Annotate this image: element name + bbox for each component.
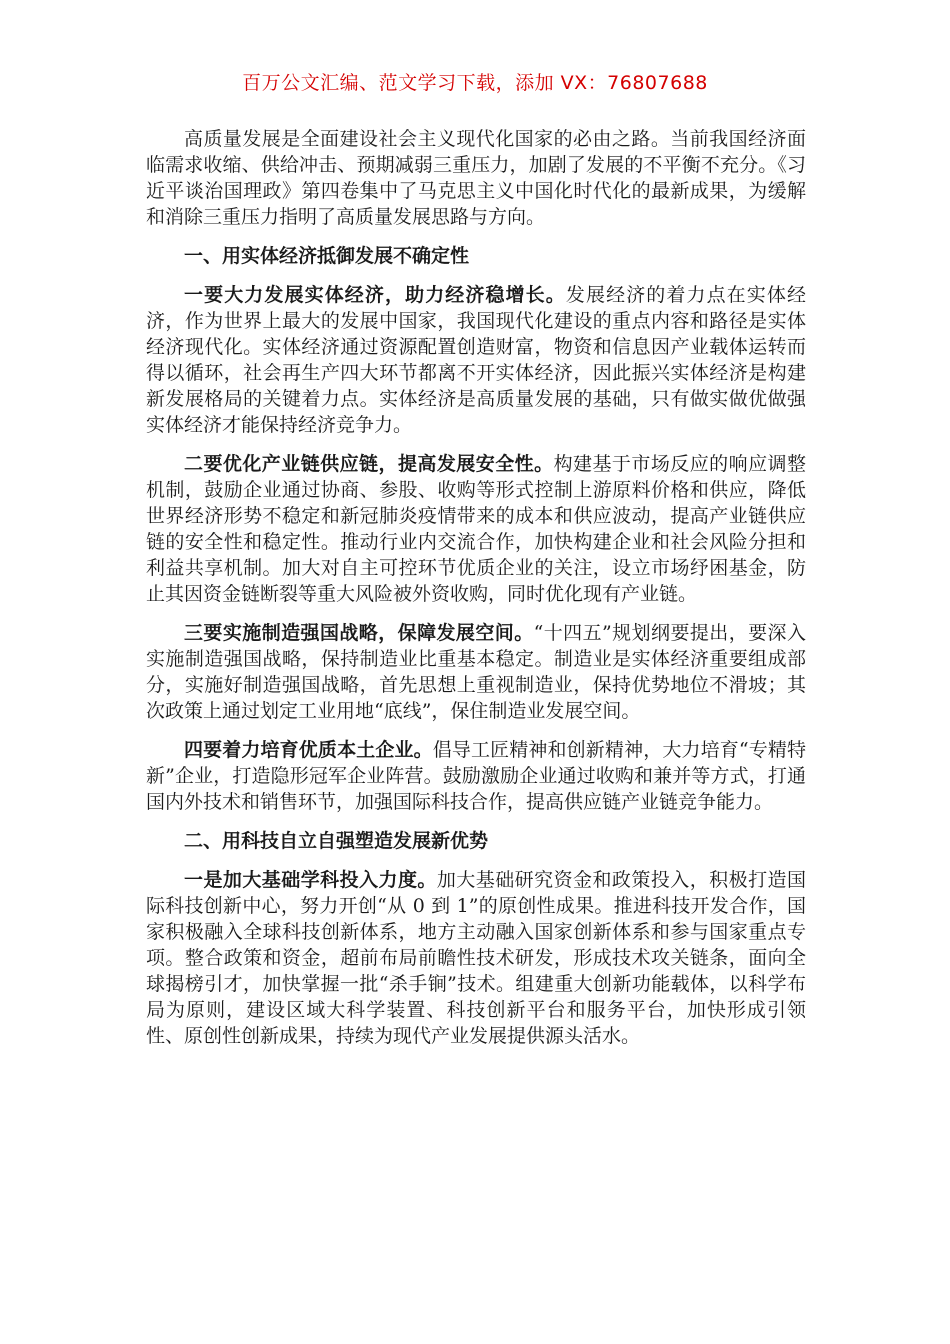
paragraph-body: 倡导工匠精神和创新精神，大力培育“专精特新”企业，打造隐形冠军企业阵营。鼓励激励企业通过收购和兼并等方式，打通国内外技术和销售环节，加强国际科技合作，提高供应链产业链竞争能力。 xyxy=(146,739,806,813)
intro-paragraph: 高质量发展是全面建设社会主义现代化国家的必由之路。当前我国经济面临需求收缩、供给冲击、预期减弱三重压力，加剧了发展的不平衡不充分。《习近平谈治国理政》第四卷集中了马克思主义中国化时代化的最新成果，为缓解和消除三重压力指明了高质量发展思路与方向。 xyxy=(146,128,806,228)
paragraph-lead: 一要大力发展实体经济，助力经济稳增长。 xyxy=(184,284,566,306)
paragraph xyxy=(146,451,806,607)
paragraph xyxy=(146,620,806,724)
document-body xyxy=(146,126,806,1062)
section-heading-1: 一、用实体经济抵御发展不确定性 xyxy=(184,245,470,267)
paragraph-body: 发展经济的着力点在实体经济，作为世界上最大的发展中国家，我国现代化建设的重点内容和路径是实体经济现代化。实体经济通过资源配置创造财富，物资和信息因产业载体运转而得以循环，社会再生产四大环节都离不开实体经济，因此振兴实体经济是构建新发展格局的关键着力点。实体经济是高质量发展的基础，只有做实做优做强实体经济才能保持经济竞争力。 xyxy=(146,284,806,436)
paragraph-body: “十四五”规划纲要提出，要深入实施制造强国战略，保持制造业比重基本稳定。制造业是实体经济重要组成部分，实施好制造强国战略，首先思想上重视制造业，保持优势地位不滑坡；其次政策上通过划定工业用地“底线”，保住制造业发展空间。 xyxy=(146,622,806,722)
paragraph-body: 加大基础研究资金和政策投入，积极打造国际科技创新中心，努力开创“从 0 到 1”的原创性成果。推进科技开发合作，国家积极融入全球科技创新体系，地方主动融入国家创新体系和参与国家重点专项。整合政策和资金，超前布局前瞻性技术研发，形成技术攻关链条，面向全球揭榜引才，加快掌握一批“杀手锏”技术。组建重大创新功能载体，以科学布局为原则，建设区域大科学装置、科技创新平台和服务平台，加快形成引领性、原创性创新成果，持续为现代产业发展提供源头活水。 xyxy=(146,869,806,1047)
paragraph-lead: 一是加大基础学科投入力度。 xyxy=(184,869,437,891)
paragraph-body: 构建基于市场反应的响应调整机制，鼓励企业通过协商、参股、收购等形式控制上游原料价格和供应，降低世界经济形势不稳定和新冠肺炎疫情带来的成本和供应波动，提高产业链供应链的安全性和稳定性。推动行业内交流合作，加快构建企业和社会风险分担和利益共享机制。加大对自主可控环节优质企业的关注，设立市场纾困基金，防止其因资金链断裂等重大风险被外资收购，同时优化现有产业链。 xyxy=(146,453,806,605)
paragraph-lead: 二要优化产业链供应链，提高发展安全性。 xyxy=(184,453,554,475)
paragraph-lead: 四要着力培育优质本土企业。 xyxy=(184,739,433,761)
paragraph xyxy=(146,867,806,1049)
paragraph xyxy=(146,737,806,815)
page-header-watermark: 百万公文汇编、范文学习下载，添加 VX：76807688 xyxy=(242,72,708,94)
paragraph xyxy=(146,282,806,438)
section-heading-2: 二、用科技自立自强塑造发展新优势 xyxy=(184,830,489,852)
paragraph-lead: 三要实施制造强国战略，保障发展空间。 xyxy=(184,622,534,644)
